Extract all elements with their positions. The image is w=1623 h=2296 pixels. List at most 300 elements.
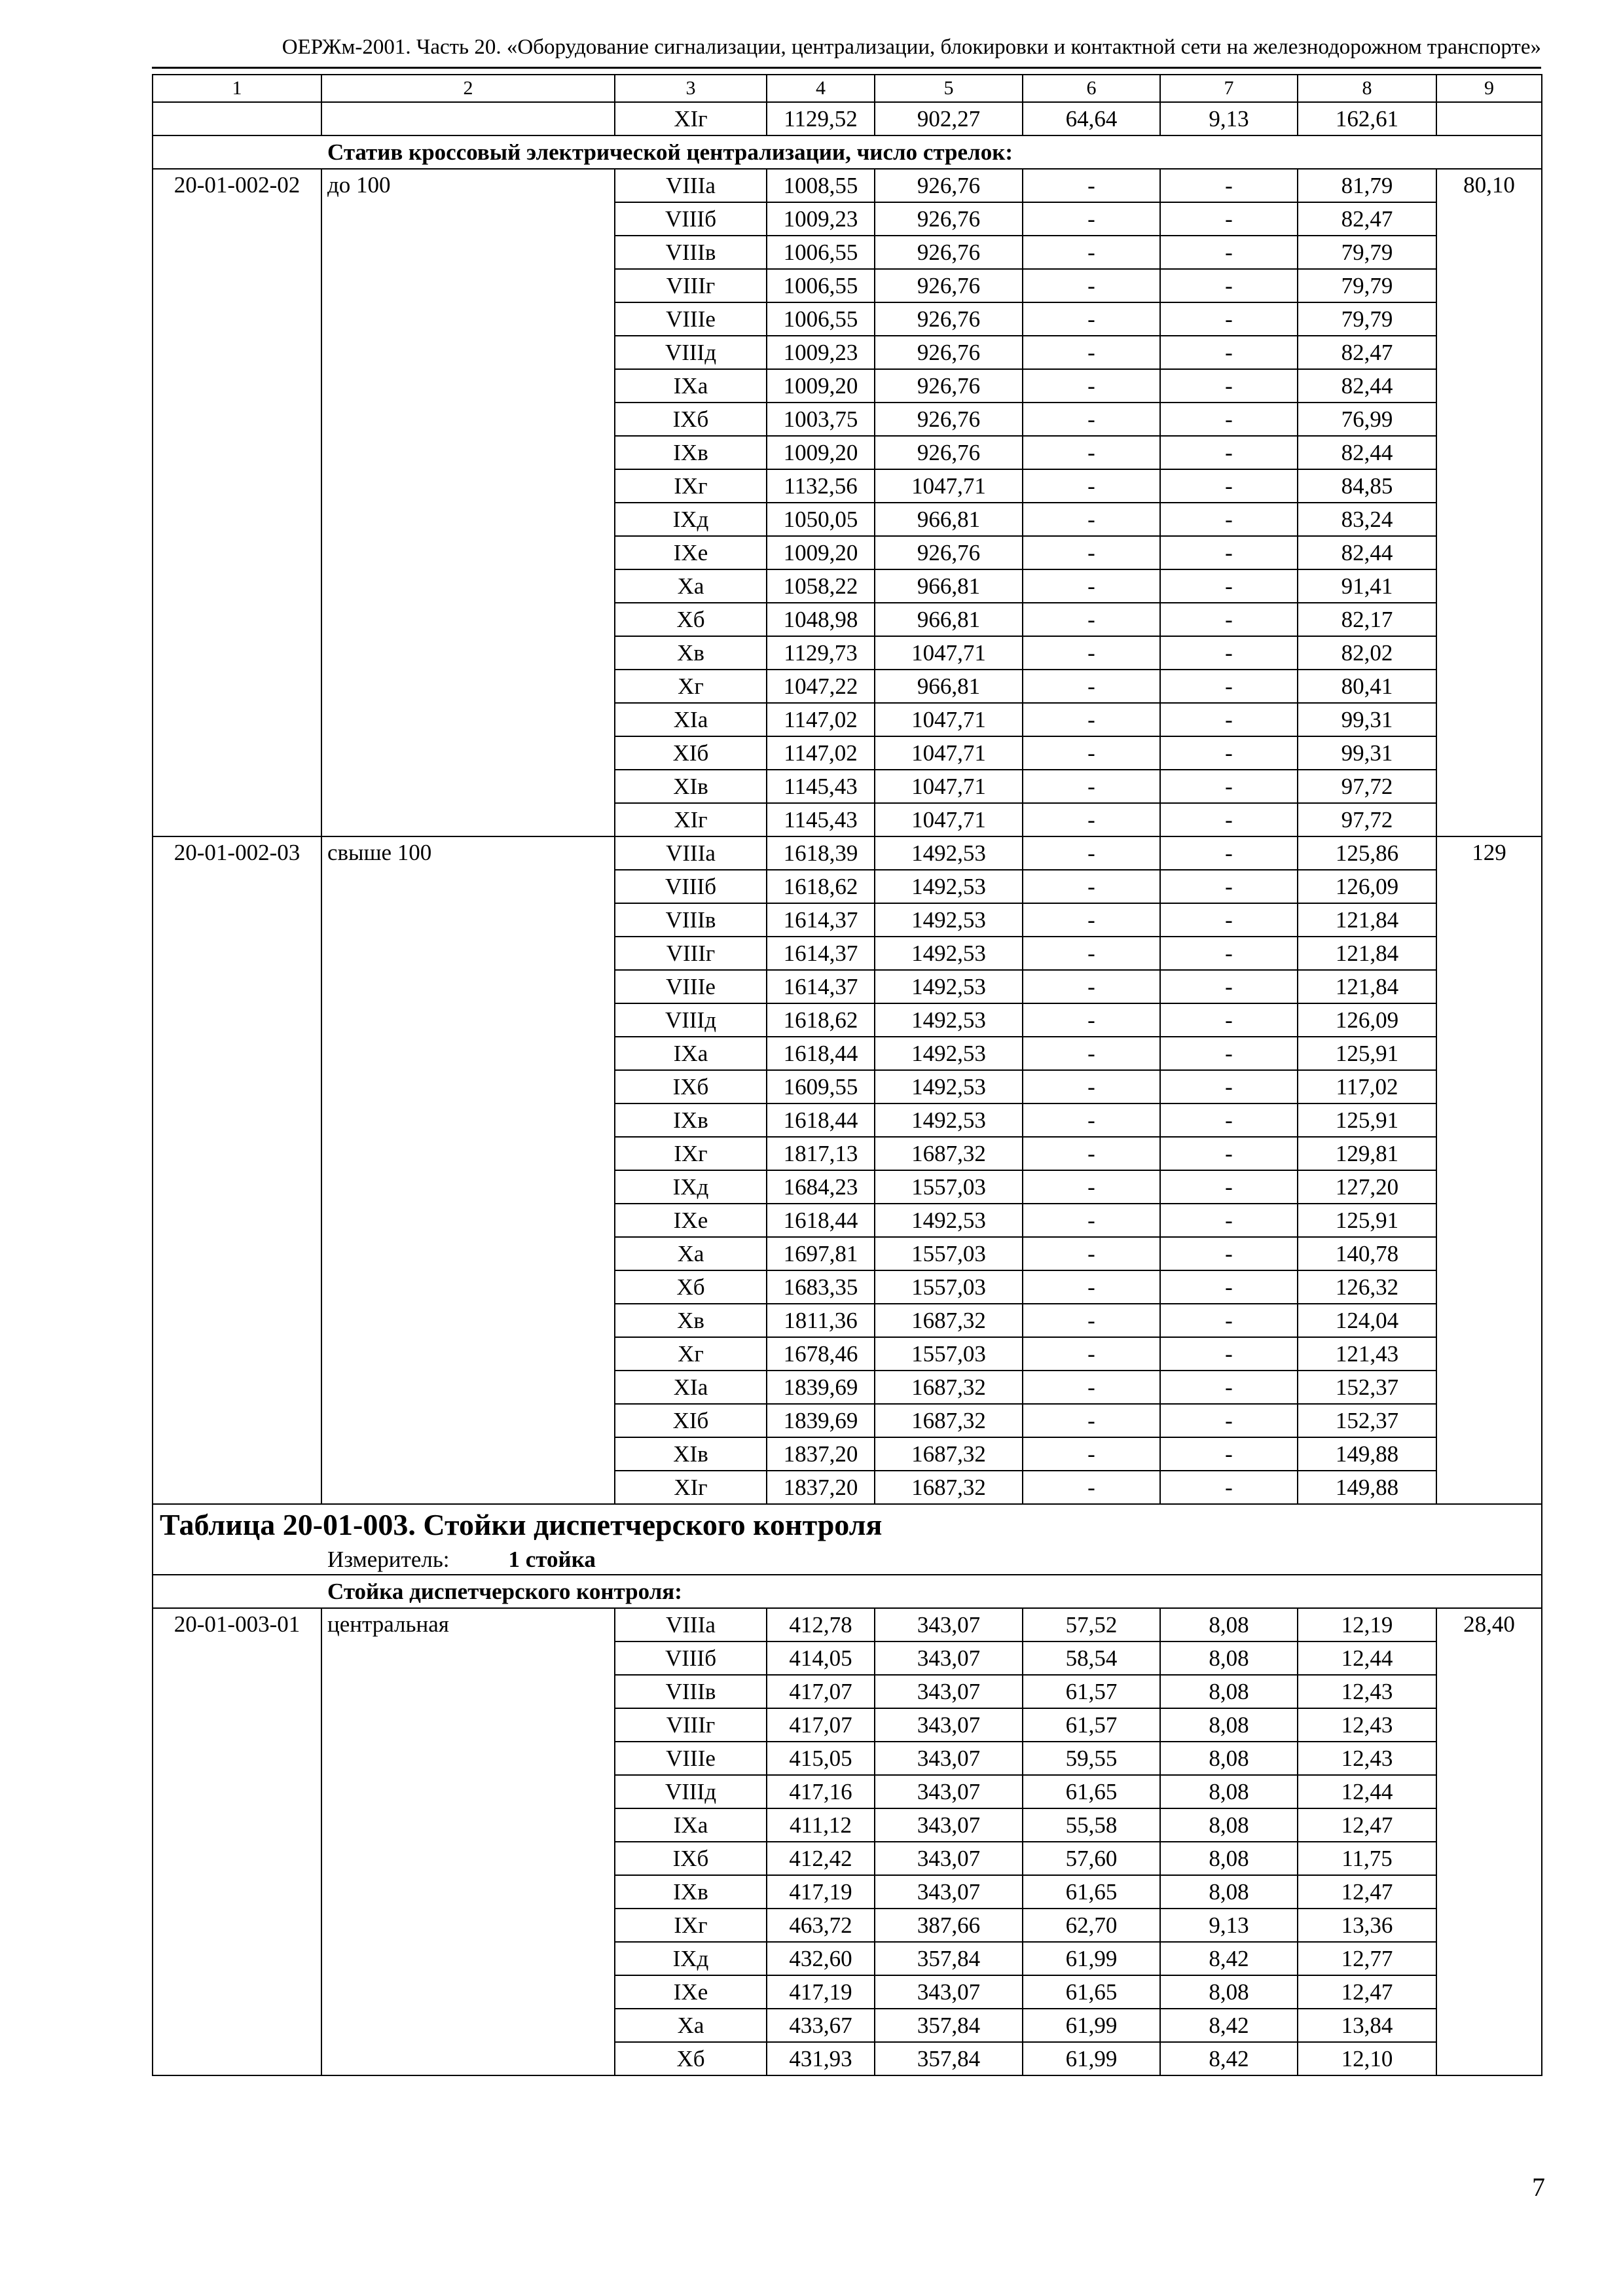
machine-cost-cell: -	[1023, 536, 1160, 569]
total-cost-cell: 1618,44	[767, 1037, 875, 1070]
machine-cost-cell: -	[1023, 803, 1160, 836]
total-cost-cell: 1048,98	[767, 603, 875, 636]
materials-cell: 13,84	[1298, 2009, 1436, 2042]
zone-cell: Xа	[615, 2009, 767, 2042]
zone-cell: IXа	[615, 1808, 767, 1842]
materials-cell: 12,47	[1298, 1875, 1436, 1909]
column-number: 8	[1298, 75, 1436, 102]
zone-cell: Xб	[615, 1270, 767, 1304]
measure-value: 1 стойка	[508, 1547, 596, 1572]
zone-cell: IXе	[615, 1975, 767, 2009]
machinist-wages-cell: -	[1160, 469, 1298, 503]
wages-cell: 926,76	[875, 369, 1023, 403]
page-number: 7	[1532, 2172, 1545, 2202]
materials-cell: 12,47	[1298, 1808, 1436, 1842]
machine-cost-cell: -	[1023, 436, 1160, 469]
machinist-wages-cell: -	[1160, 670, 1298, 703]
machinist-wages-cell: -	[1160, 703, 1298, 736]
machine-cost-cell: 61,65	[1023, 1875, 1160, 1909]
wages-cell: 1557,03	[875, 1237, 1023, 1270]
total-cost-cell: 1839,69	[767, 1404, 875, 1437]
wages-cell: 926,76	[875, 269, 1023, 302]
machine-cost-cell: 61,57	[1023, 1675, 1160, 1708]
machinist-wages-cell: -	[1160, 1170, 1298, 1204]
zone-cell: Xб	[615, 2042, 767, 2075]
machine-cost-cell: -	[1023, 503, 1160, 536]
total-cost-cell: 1129,52	[767, 102, 875, 135]
code-cell: 20-01-003-01	[153, 1608, 321, 2075]
zone-cell: VIIIб	[615, 1641, 767, 1675]
wages-cell: 1557,03	[875, 1337, 1023, 1371]
total-cost-cell: 1050,05	[767, 503, 875, 536]
zone-cell: VIIIв	[615, 903, 767, 937]
total-cost-cell: 417,16	[767, 1775, 875, 1808]
machinist-wages-cell: -	[1160, 736, 1298, 770]
total-cost-cell: 1618,44	[767, 1204, 875, 1237]
wages-cell: 966,81	[875, 603, 1023, 636]
wages-cell: 926,76	[875, 202, 1023, 236]
machine-cost-cell: -	[1023, 603, 1160, 636]
zone-cell: IXб	[615, 1070, 767, 1103]
zone-cell: IXв	[615, 1103, 767, 1137]
machine-cost-cell: -	[1023, 1237, 1160, 1270]
total-cost-cell: 1614,37	[767, 937, 875, 970]
zone-cell: IXв	[615, 1875, 767, 1909]
total-cost-cell: 1618,62	[767, 1003, 875, 1037]
wages-cell: 343,07	[875, 1742, 1023, 1775]
zone-cell: IXе	[615, 536, 767, 569]
total-cost-cell: 1817,13	[767, 1137, 875, 1170]
materials-cell: 82,02	[1298, 636, 1436, 670]
machinist-wages-cell: 8,08	[1160, 1742, 1298, 1775]
column-number: 2	[321, 75, 615, 102]
materials-cell: 152,37	[1298, 1371, 1436, 1404]
machinist-wages-cell: -	[1160, 302, 1298, 336]
machine-cost-cell: -	[1023, 1003, 1160, 1037]
materials-cell: 126,09	[1298, 1003, 1436, 1037]
machine-cost-cell: -	[1023, 569, 1160, 603]
materials-cell: 126,32	[1298, 1270, 1436, 1304]
total-cost-cell: 1684,23	[767, 1170, 875, 1204]
machine-cost-cell: -	[1023, 736, 1160, 770]
zone-cell: IXд	[615, 503, 767, 536]
materials-cell: 99,31	[1298, 703, 1436, 736]
materials-cell: 82,17	[1298, 603, 1436, 636]
wages-cell: 1047,71	[875, 636, 1023, 670]
wages-cell: 966,81	[875, 670, 1023, 703]
section-heading: Статив кроссовый электрической централизации, число стрелок:	[153, 135, 1542, 169]
materials-cell: 79,79	[1298, 302, 1436, 336]
total-cost-cell: 1009,20	[767, 536, 875, 569]
materials-cell: 152,37	[1298, 1404, 1436, 1437]
total-cost-cell: 417,19	[767, 1975, 875, 2009]
wages-cell: 357,84	[875, 2009, 1023, 2042]
wages-cell: 1492,53	[875, 970, 1023, 1003]
wages-cell: 343,07	[875, 1641, 1023, 1675]
total-cost-cell: 1614,37	[767, 970, 875, 1003]
materials-cell: 99,31	[1298, 736, 1436, 770]
wages-cell: 1047,71	[875, 803, 1023, 836]
machinist-wages-cell: 8,08	[1160, 1641, 1298, 1675]
table-row	[153, 102, 1542, 135]
machine-cost-cell: 61,99	[1023, 1942, 1160, 1975]
materials-cell: 125,91	[1298, 1103, 1436, 1137]
zone-cell: VIIIб	[615, 870, 767, 903]
machinist-wages-cell: 8,42	[1160, 1942, 1298, 1975]
total-cost-cell: 1837,20	[767, 1437, 875, 1471]
wages-cell: 1492,53	[875, 1103, 1023, 1137]
machine-cost-cell: -	[1023, 1070, 1160, 1103]
machine-cost-cell: -	[1023, 169, 1160, 202]
machine-cost-cell: -	[1023, 302, 1160, 336]
machinist-wages-cell: 8,42	[1160, 2009, 1298, 2042]
column-number: 4	[767, 75, 875, 102]
name-cell: центральная	[321, 1608, 615, 2075]
zone-cell: VIIIе	[615, 1742, 767, 1775]
machinist-wages-cell: -	[1160, 603, 1298, 636]
materials-cell: 82,47	[1298, 336, 1436, 369]
wages-cell: 1687,32	[875, 1304, 1023, 1337]
wages-cell: 1492,53	[875, 870, 1023, 903]
wages-cell: 966,81	[875, 503, 1023, 536]
wages-cell: 966,81	[875, 569, 1023, 603]
wages-cell: 1687,32	[875, 1437, 1023, 1471]
zone-cell: VIIIг	[615, 937, 767, 970]
section-heading: Стойка диспетчерского контроля:	[153, 1575, 1542, 1608]
materials-cell: 84,85	[1298, 469, 1436, 503]
materials-cell: 11,75	[1298, 1842, 1436, 1875]
materials-cell: 129,81	[1298, 1137, 1436, 1170]
wages-cell: 343,07	[875, 1608, 1023, 1641]
materials-cell: 13,36	[1298, 1909, 1436, 1942]
total-cost-cell: 1009,20	[767, 369, 875, 403]
machine-cost-cell: -	[1023, 836, 1160, 870]
total-cost-cell: 1009,20	[767, 436, 875, 469]
machinist-wages-cell: -	[1160, 1237, 1298, 1270]
machinist-wages-cell: -	[1160, 436, 1298, 469]
col9-cell: 129	[1436, 836, 1542, 1504]
materials-cell: 91,41	[1298, 569, 1436, 603]
zone-cell: Xв	[615, 636, 767, 670]
zone-cell: IXг	[615, 1909, 767, 1942]
wages-cell: 1557,03	[875, 1170, 1023, 1204]
code-cell: 20-01-002-03	[153, 836, 321, 1504]
rates-table	[152, 74, 1542, 2076]
zone-cell: Xа	[615, 1237, 767, 1270]
machine-cost-cell: 61,57	[1023, 1708, 1160, 1742]
total-cost-cell: 415,05	[767, 1742, 875, 1775]
materials-cell: 79,79	[1298, 236, 1436, 269]
materials-cell: 97,72	[1298, 770, 1436, 803]
zone-cell: IXа	[615, 369, 767, 403]
materials-cell: 121,84	[1298, 970, 1436, 1003]
materials-cell: 121,84	[1298, 903, 1436, 937]
measure-label: Измеритель:	[327, 1547, 450, 1572]
zone-cell: VIIIа	[615, 836, 767, 870]
total-cost-cell: 412,78	[767, 1608, 875, 1641]
zone-cell: IXд	[615, 1170, 767, 1204]
materials-cell: 126,09	[1298, 870, 1436, 903]
zone-cell: Xв	[615, 1304, 767, 1337]
machine-cost-cell: -	[1023, 970, 1160, 1003]
wages-cell: 902,27	[875, 102, 1023, 135]
total-cost-cell: 1614,37	[767, 903, 875, 937]
machine-cost-cell: -	[1023, 1204, 1160, 1237]
total-cost-cell: 1006,55	[767, 302, 875, 336]
total-cost-cell: 1006,55	[767, 236, 875, 269]
machinist-wages-cell: 8,08	[1160, 1608, 1298, 1641]
table-title-row	[153, 1504, 1542, 1545]
zone-cell: IXг	[615, 1137, 767, 1170]
zone-cell: VIIIе	[615, 970, 767, 1003]
wages-cell: 926,76	[875, 236, 1023, 269]
materials-cell: 125,91	[1298, 1037, 1436, 1070]
machine-cost-cell: -	[1023, 903, 1160, 937]
machinist-wages-cell: -	[1160, 937, 1298, 970]
materials-cell: 83,24	[1298, 503, 1436, 536]
machine-cost-cell: 61,65	[1023, 1775, 1160, 1808]
zone-cell: IXб	[615, 1842, 767, 1875]
wages-cell: 926,76	[875, 169, 1023, 202]
materials-cell: 12,77	[1298, 1942, 1436, 1975]
machine-cost-cell: -	[1023, 1437, 1160, 1471]
machinist-wages-cell: -	[1160, 1204, 1298, 1237]
measure-cell	[153, 1545, 1542, 1575]
materials-cell: 12,43	[1298, 1708, 1436, 1742]
col9-cell	[1436, 102, 1542, 135]
machine-cost-cell: -	[1023, 469, 1160, 503]
wages-cell: 1492,53	[875, 1037, 1023, 1070]
zone-cell: XIа	[615, 703, 767, 736]
wages-cell: 1492,53	[875, 903, 1023, 937]
machine-cost-cell: -	[1023, 770, 1160, 803]
materials-cell: 12,47	[1298, 1975, 1436, 2009]
total-cost-cell: 412,42	[767, 1842, 875, 1875]
machine-cost-cell: 55,58	[1023, 1808, 1160, 1842]
wages-cell: 926,76	[875, 436, 1023, 469]
zone-cell: XIв	[615, 1437, 767, 1471]
wages-cell: 357,84	[875, 2042, 1023, 2075]
total-cost-cell: 1058,22	[767, 569, 875, 603]
wages-cell: 926,76	[875, 302, 1023, 336]
wages-cell: 1492,53	[875, 1204, 1023, 1237]
total-cost-cell: 1811,36	[767, 1304, 875, 1337]
machinist-wages-cell: -	[1160, 1270, 1298, 1304]
zone-cell: XIг	[615, 102, 767, 135]
zone-cell: VIIIа	[615, 1608, 767, 1641]
total-cost-cell: 417,07	[767, 1675, 875, 1708]
machine-cost-cell: -	[1023, 1371, 1160, 1404]
materials-cell: 124,04	[1298, 1304, 1436, 1337]
machinist-wages-cell: -	[1160, 1404, 1298, 1437]
materials-cell: 79,79	[1298, 269, 1436, 302]
total-cost-cell: 417,19	[767, 1875, 875, 1909]
machine-cost-cell: -	[1023, 670, 1160, 703]
machinist-wages-cell: -	[1160, 202, 1298, 236]
machine-cost-cell: -	[1023, 703, 1160, 736]
materials-cell: 121,84	[1298, 937, 1436, 970]
machinist-wages-cell: 8,08	[1160, 1875, 1298, 1909]
total-cost-cell: 1618,62	[767, 870, 875, 903]
machine-cost-cell: -	[1023, 1337, 1160, 1371]
machinist-wages-cell: -	[1160, 1471, 1298, 1504]
materials-cell: 97,72	[1298, 803, 1436, 836]
wages-cell: 1492,53	[875, 836, 1023, 870]
materials-cell: 82,44	[1298, 436, 1436, 469]
machine-cost-cell: 61,99	[1023, 2009, 1160, 2042]
machinist-wages-cell: 8,08	[1160, 1808, 1298, 1842]
machinist-wages-cell: 8,08	[1160, 1708, 1298, 1742]
machine-cost-cell: -	[1023, 1103, 1160, 1137]
column-numbers-row	[153, 75, 1542, 102]
machine-cost-cell: -	[1023, 202, 1160, 236]
machine-cost-cell: -	[1023, 269, 1160, 302]
machine-cost-cell: -	[1023, 1404, 1160, 1437]
total-cost-cell: 1047,22	[767, 670, 875, 703]
machinist-wages-cell: -	[1160, 236, 1298, 269]
wages-cell: 1047,71	[875, 703, 1023, 736]
machine-cost-cell: 64,64	[1023, 102, 1160, 135]
machine-cost-cell: -	[1023, 236, 1160, 269]
total-cost-cell: 1003,75	[767, 403, 875, 436]
machinist-wages-cell: -	[1160, 503, 1298, 536]
wages-cell: 926,76	[875, 336, 1023, 369]
materials-cell: 125,91	[1298, 1204, 1436, 1237]
zone-cell: VIIIб	[615, 202, 767, 236]
materials-cell: 12,44	[1298, 1641, 1436, 1675]
total-cost-cell: 417,07	[767, 1708, 875, 1742]
materials-cell: 80,41	[1298, 670, 1436, 703]
wages-cell: 1492,53	[875, 937, 1023, 970]
materials-cell: 82,44	[1298, 536, 1436, 569]
machine-cost-cell: -	[1023, 1137, 1160, 1170]
materials-cell: 82,47	[1298, 202, 1436, 236]
machinist-wages-cell: -	[1160, 903, 1298, 937]
col9-cell: 28,40	[1436, 1608, 1542, 2075]
column-number: 5	[875, 75, 1023, 102]
materials-cell: 76,99	[1298, 403, 1436, 436]
total-cost-cell: 1009,23	[767, 336, 875, 369]
machine-cost-cell: -	[1023, 369, 1160, 403]
wages-cell: 357,84	[875, 1942, 1023, 1975]
wages-cell: 1492,53	[875, 1070, 1023, 1103]
machinist-wages-cell: -	[1160, 1037, 1298, 1070]
column-number: 6	[1023, 75, 1160, 102]
section-heading-row	[153, 1575, 1542, 1608]
total-cost-cell: 1006,55	[767, 269, 875, 302]
machinist-wages-cell: 8,08	[1160, 1975, 1298, 2009]
wages-cell: 1047,71	[875, 469, 1023, 503]
code-cell	[153, 102, 321, 135]
wages-cell: 926,76	[875, 403, 1023, 436]
table-row	[153, 169, 1542, 202]
machine-cost-cell: -	[1023, 870, 1160, 903]
machinist-wages-cell: -	[1160, 836, 1298, 870]
wages-cell: 1492,53	[875, 1003, 1023, 1037]
machinist-wages-cell: -	[1160, 1337, 1298, 1371]
machine-cost-cell: 58,54	[1023, 1641, 1160, 1675]
materials-cell: 149,88	[1298, 1471, 1436, 1504]
wages-cell: 1047,71	[875, 770, 1023, 803]
zone-cell: XIа	[615, 1371, 767, 1404]
wages-cell: 1687,32	[875, 1471, 1023, 1504]
machinist-wages-cell: 8,08	[1160, 1775, 1298, 1808]
zone-cell: IXе	[615, 1204, 767, 1237]
total-cost-cell: 431,93	[767, 2042, 875, 2075]
machine-cost-cell: 59,55	[1023, 1742, 1160, 1775]
machine-cost-cell: -	[1023, 403, 1160, 436]
materials-cell: 12,44	[1298, 1775, 1436, 1808]
machine-cost-cell: -	[1023, 1037, 1160, 1070]
zone-cell: Xа	[615, 569, 767, 603]
wages-cell: 1687,32	[875, 1371, 1023, 1404]
wages-cell: 343,07	[875, 1975, 1023, 2009]
machinist-wages-cell: -	[1160, 1070, 1298, 1103]
name-cell: свыше 100	[321, 836, 615, 1504]
zone-cell: VIIIв	[615, 1675, 767, 1708]
machinist-wages-cell: -	[1160, 1137, 1298, 1170]
wages-cell: 343,07	[875, 1708, 1023, 1742]
total-cost-cell: 411,12	[767, 1808, 875, 1842]
total-cost-cell: 1145,43	[767, 803, 875, 836]
zone-cell: VIIIа	[615, 169, 767, 202]
machine-cost-cell: -	[1023, 336, 1160, 369]
measure-row	[153, 1545, 1542, 1575]
zone-cell: VIIIв	[615, 236, 767, 269]
machinist-wages-cell: -	[1160, 536, 1298, 569]
machine-cost-cell: 61,65	[1023, 1975, 1160, 2009]
total-cost-cell: 1008,55	[767, 169, 875, 202]
zone-cell: XIг	[615, 803, 767, 836]
total-cost-cell: 1145,43	[767, 770, 875, 803]
total-cost-cell: 1009,23	[767, 202, 875, 236]
total-cost-cell: 1129,73	[767, 636, 875, 670]
materials-cell: 12,19	[1298, 1608, 1436, 1641]
total-cost-cell: 1132,56	[767, 469, 875, 503]
total-cost-cell: 1678,46	[767, 1337, 875, 1371]
machinist-wages-cell: 9,13	[1160, 1909, 1298, 1942]
table-row	[153, 836, 1542, 870]
machinist-wages-cell: -	[1160, 369, 1298, 403]
machinist-wages-cell: -	[1160, 1304, 1298, 1337]
wages-cell: 1047,71	[875, 736, 1023, 770]
zone-cell: XIв	[615, 770, 767, 803]
machinist-wages-cell: -	[1160, 1103, 1298, 1137]
wages-cell: 343,07	[875, 1875, 1023, 1909]
machinist-wages-cell: -	[1160, 803, 1298, 836]
wages-cell: 1687,32	[875, 1404, 1023, 1437]
total-cost-cell: 1618,39	[767, 836, 875, 870]
machinist-wages-cell: 8,08	[1160, 1675, 1298, 1708]
machinist-wages-cell: -	[1160, 770, 1298, 803]
machine-cost-cell: 61,99	[1023, 2042, 1160, 2075]
wages-cell: 343,07	[875, 1808, 1023, 1842]
total-cost-cell: 432,60	[767, 1942, 875, 1975]
total-cost-cell: 1609,55	[767, 1070, 875, 1103]
wages-cell: 1687,32	[875, 1137, 1023, 1170]
total-cost-cell: 1683,35	[767, 1270, 875, 1304]
machine-cost-cell: -	[1023, 1471, 1160, 1504]
machinist-wages-cell: 9,13	[1160, 102, 1298, 135]
machinist-wages-cell: 8,42	[1160, 2042, 1298, 2075]
materials-cell: 12,43	[1298, 1675, 1436, 1708]
machinist-wages-cell: -	[1160, 870, 1298, 903]
zone-cell: IXв	[615, 436, 767, 469]
machine-cost-cell: 62,70	[1023, 1909, 1160, 1942]
zone-cell: VIIIд	[615, 1775, 767, 1808]
materials-cell: 12,43	[1298, 1742, 1436, 1775]
machine-cost-cell: 57,60	[1023, 1842, 1160, 1875]
